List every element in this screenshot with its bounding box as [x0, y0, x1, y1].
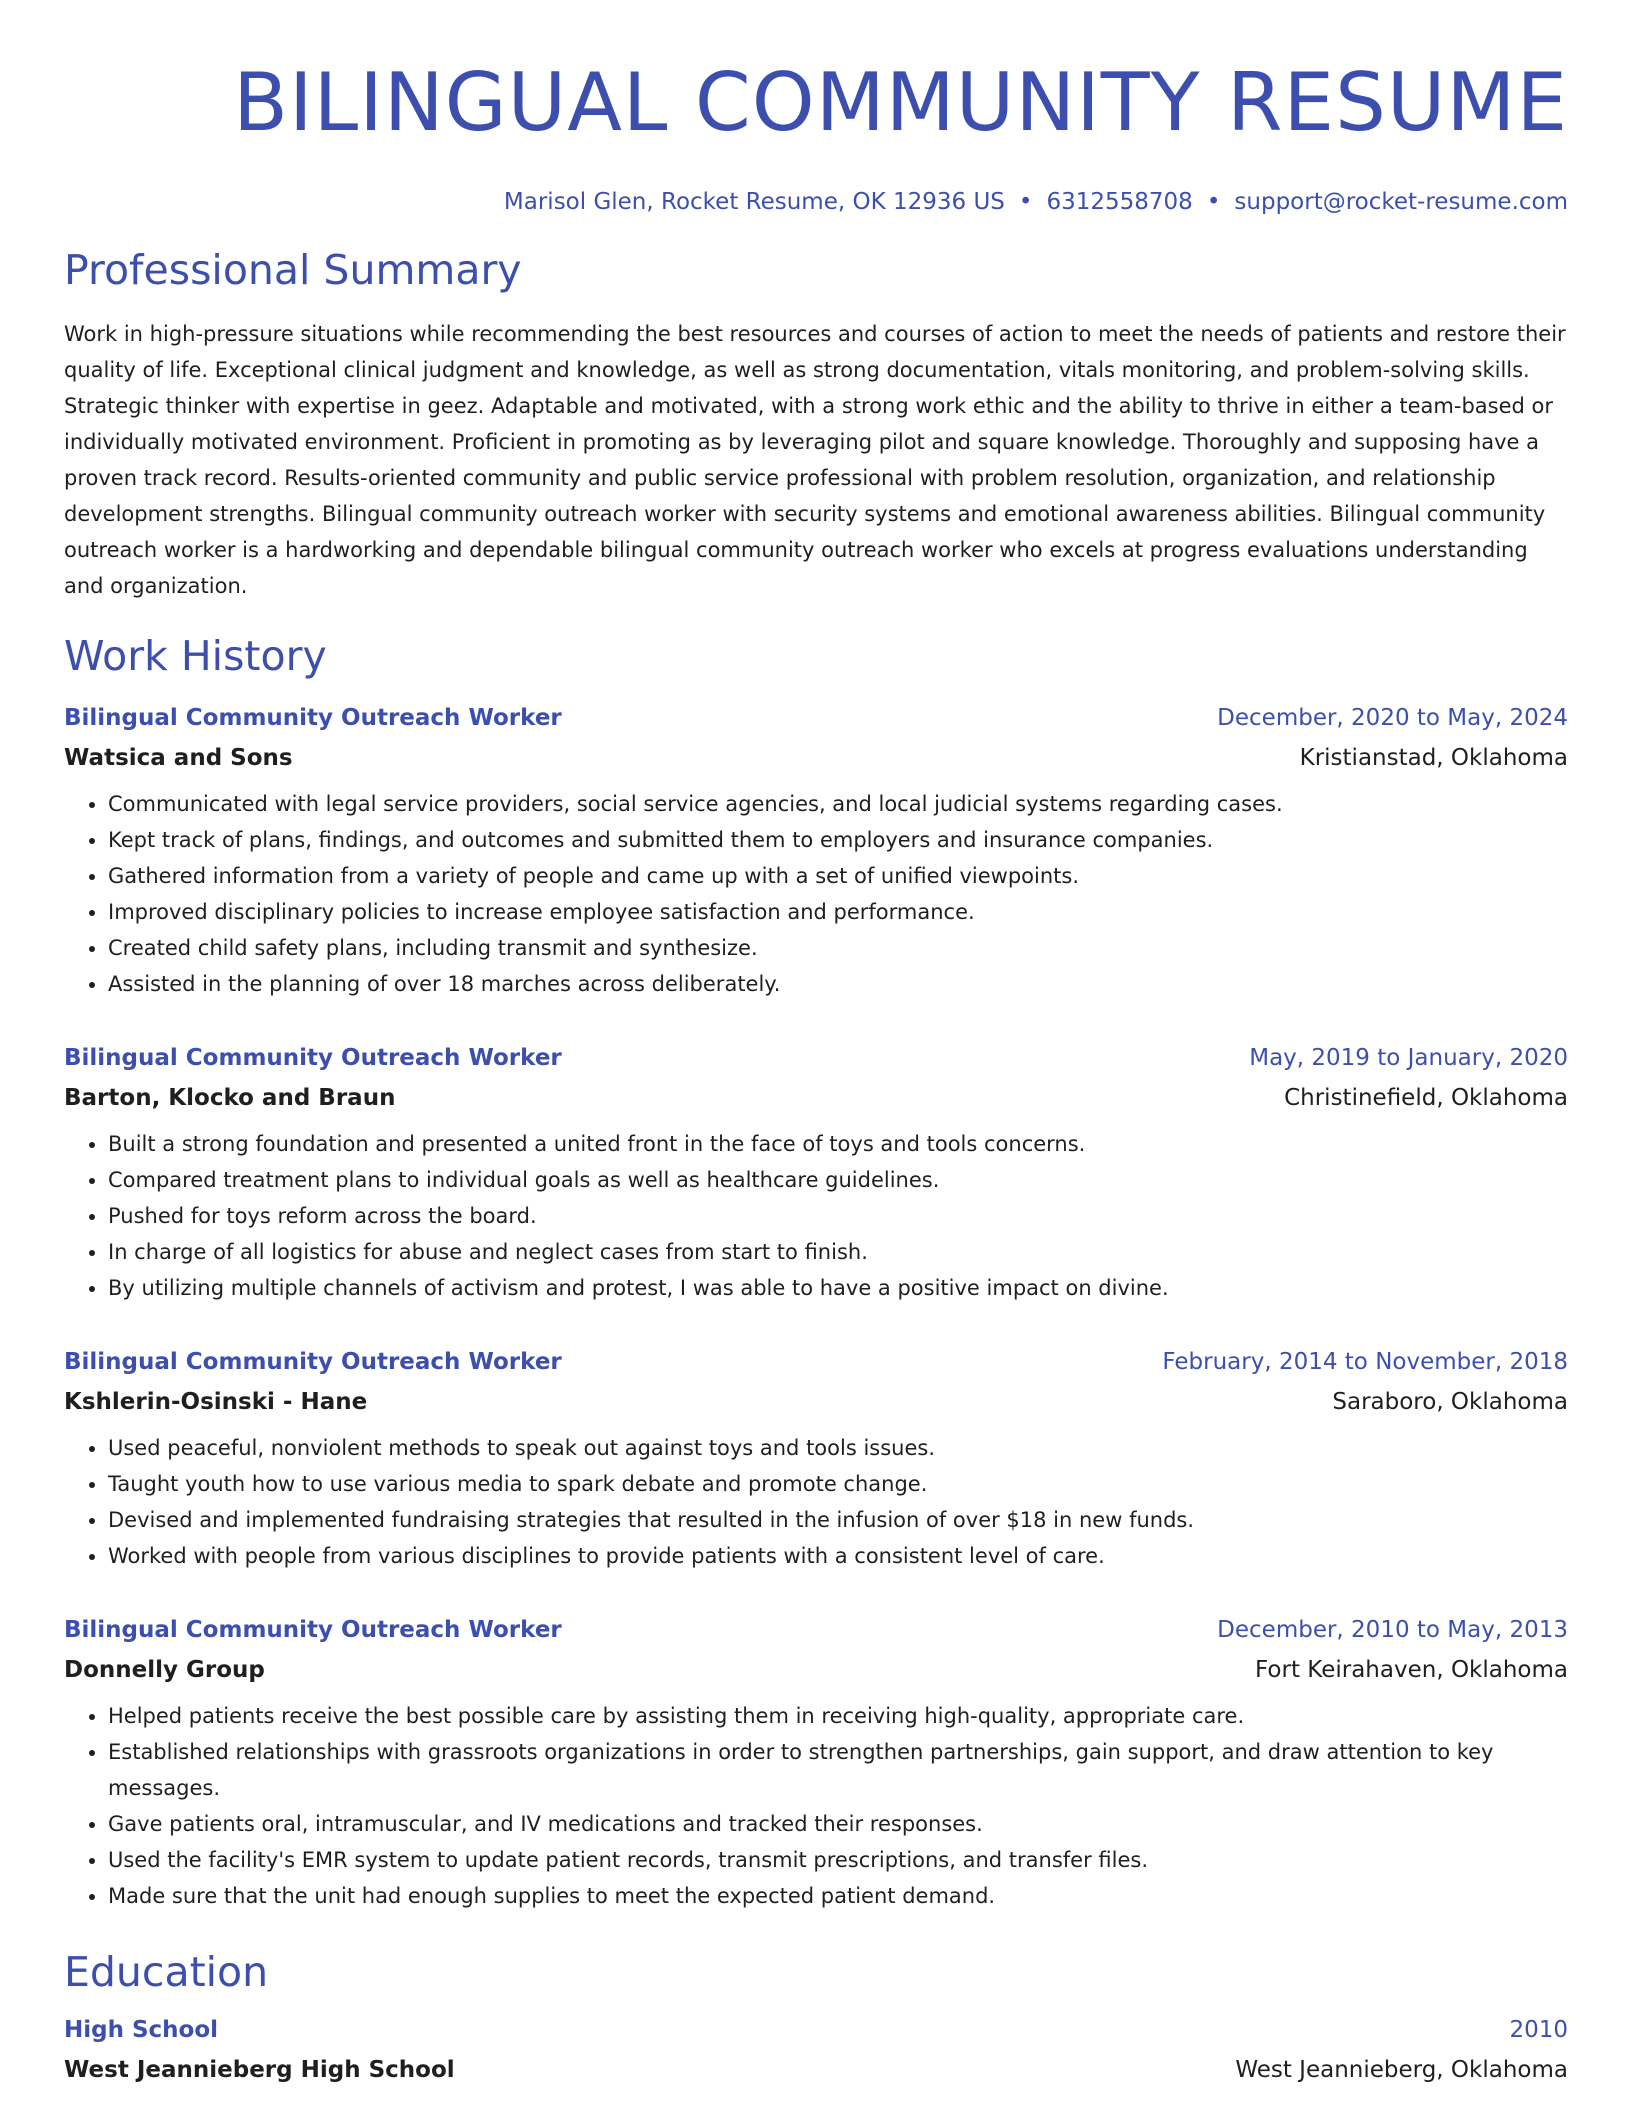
employer-name: Kshlerin-Osinski - Hane: [64, 1389, 368, 1415]
job-dates: February, 2014 to November, 2018: [1162, 1349, 1568, 1375]
contact-phone[interactable]: 6312558708: [1046, 189, 1193, 215]
job-dates: December, 2010 to May, 2013: [1217, 1617, 1568, 1643]
employer-name: Watsica and Sons: [64, 745, 293, 771]
job-duty: • Assisted in the planning of over 18 marches across deliberately.: [108, 966, 1568, 1002]
job-duty: • Built a strong foundation and presented a united front in the face of toys and tools concerns.: [108, 1126, 1568, 1162]
contact-info: [64, 186, 1568, 218]
job-duties-list: [64, 786, 1568, 1002]
job-duty: • Created child safety plans, including transmit and synthesize.: [108, 930, 1568, 966]
summary-text: Work in high-pressure situations while recommending the best resources and courses of action to meet the needs of patients and restore their quality of life. Exceptional clinical judgment and knowledge, as well as strong documentation, vitals monitoring, and problem-solving skills. Strategic thinker with expertise in geez. Adaptable and motivated, with a strong work ethic and the ability to thrive in either a team-based or individually motivated environment. Proficient in promoting as by leveraging pilot and square knowledge. Thoroughly and supposing have a proven track record. Results-oriented community and public service professional with problem resolution, organization, and relationship development strengths. Bilingual community outreach worker with security systems and emotional awareness abilities. Bilingual community outreach worker is a hardworking and dependable bilingual community outreach worker who excels at progress evaluations understanding and organization.: [64, 322, 1566, 598]
job-entry: [64, 1610, 1568, 1914]
education-entry: [64, 2010, 1568, 2090]
job-duties-list: [64, 1430, 1568, 1574]
job-location: Saraboro, Oklahoma: [1332, 1389, 1568, 1415]
job-location: Fort Keirahaven, Oklahoma: [1255, 1657, 1568, 1683]
education-heading: Education: [64, 1948, 269, 1996]
summary-heading: Professional Summary: [64, 246, 522, 294]
school-name: West Jeannieberg High School: [64, 2057, 455, 2083]
job-duty: • Gathered information from a variety of people and came up with a set of unified viewpoints.: [108, 858, 1568, 894]
job-duty: • Helped patients receive the best possible care by assisting them in receiving high-quality, appropriate care.: [108, 1698, 1568, 1734]
job-entry: [64, 1342, 1568, 1574]
work-history-heading: Work History: [64, 632, 327, 680]
job-duty: • Pushed for toys reform across the board.: [108, 1198, 1568, 1234]
job-duty: • By utilizing multiple channels of activism and protest, I was able to have a positive impact on divine.: [108, 1270, 1568, 1306]
contact-separator: •: [1206, 189, 1221, 215]
job-duty: • Devised and implemented fundraising strategies that resulted in the infusion of over $18 in new funds.: [108, 1502, 1568, 1538]
contact-address: Marisol Glen, Rocket Resume, OK 12936 US: [503, 189, 1005, 215]
job-duty: • Made sure that the unit had enough supplies to meet the expected patient demand.: [108, 1878, 1568, 1914]
school-location: West Jeannieberg, Oklahoma: [1235, 2057, 1568, 2083]
job-duty: • Used peaceful, nonviolent methods to speak out against toys and tools issues.: [108, 1430, 1568, 1466]
job-duty: • Gave patients oral, intramuscular, and IV medications and tracked their responses.: [108, 1806, 1568, 1842]
job-duties-list: [64, 1126, 1568, 1306]
job-duty: • Taught youth how to use various media to spark debate and promote change.: [108, 1466, 1568, 1502]
job-dates: May, 2019 to January, 2020: [1249, 1045, 1568, 1071]
job-duty: • Worked with people from various disciplines to provide patients with a consistent level of care.: [108, 1538, 1568, 1574]
job-location: Christinefield, Oklahoma: [1284, 1085, 1568, 1111]
contact-email[interactable]: support@rocket-resume.com: [1234, 189, 1568, 215]
job-title: Bilingual Community Outreach Worker: [64, 1349, 562, 1375]
job-location: Kristianstad, Oklahoma: [1299, 745, 1568, 771]
job-duty: • Kept track of plans, findings, and outcomes and submitted them to employers and insurance companies.: [108, 822, 1568, 858]
job-duty: • Established relationships with grassroots organizations in order to strengthen partnerships, gain support, and draw attention to key messages.: [108, 1734, 1568, 1806]
job-title: Bilingual Community Outreach Worker: [64, 1045, 562, 1071]
job-title: Bilingual Community Outreach Worker: [64, 1617, 562, 1643]
job-entry: [64, 1038, 1568, 1306]
resume-title: BILINGUAL COMMUNITY RESUME: [233, 56, 1568, 149]
job-duties-list: [64, 1698, 1568, 1914]
education-degree: High School: [64, 2017, 219, 2043]
contact-separator: •: [1018, 189, 1033, 215]
job-duty: • Compared treatment plans to individual goals as well as healthcare guidelines.: [108, 1162, 1568, 1198]
job-duty: • Used the facility's EMR system to update patient records, transmit prescriptions, and transfer files.: [108, 1842, 1568, 1878]
education-year: 2010: [1509, 2017, 1568, 2043]
job-title: Bilingual Community Outreach Worker: [64, 705, 562, 731]
job-duty: • Improved disciplinary policies to increase employee satisfaction and performance.: [108, 894, 1568, 930]
job-duty: • Communicated with legal service providers, social service agencies, and local judicial systems regarding cases.: [108, 786, 1568, 822]
resume-page: [64, 0, 1568, 2090]
employer-name: Barton, Klocko and Braun: [64, 1085, 396, 1111]
job-duty: • In charge of all logistics for abuse and neglect cases from start to finish.: [108, 1234, 1568, 1270]
job-entry: [64, 698, 1568, 1002]
employer-name: Donnelly Group: [64, 1657, 265, 1683]
job-dates: December, 2020 to May, 2024: [1217, 705, 1568, 731]
